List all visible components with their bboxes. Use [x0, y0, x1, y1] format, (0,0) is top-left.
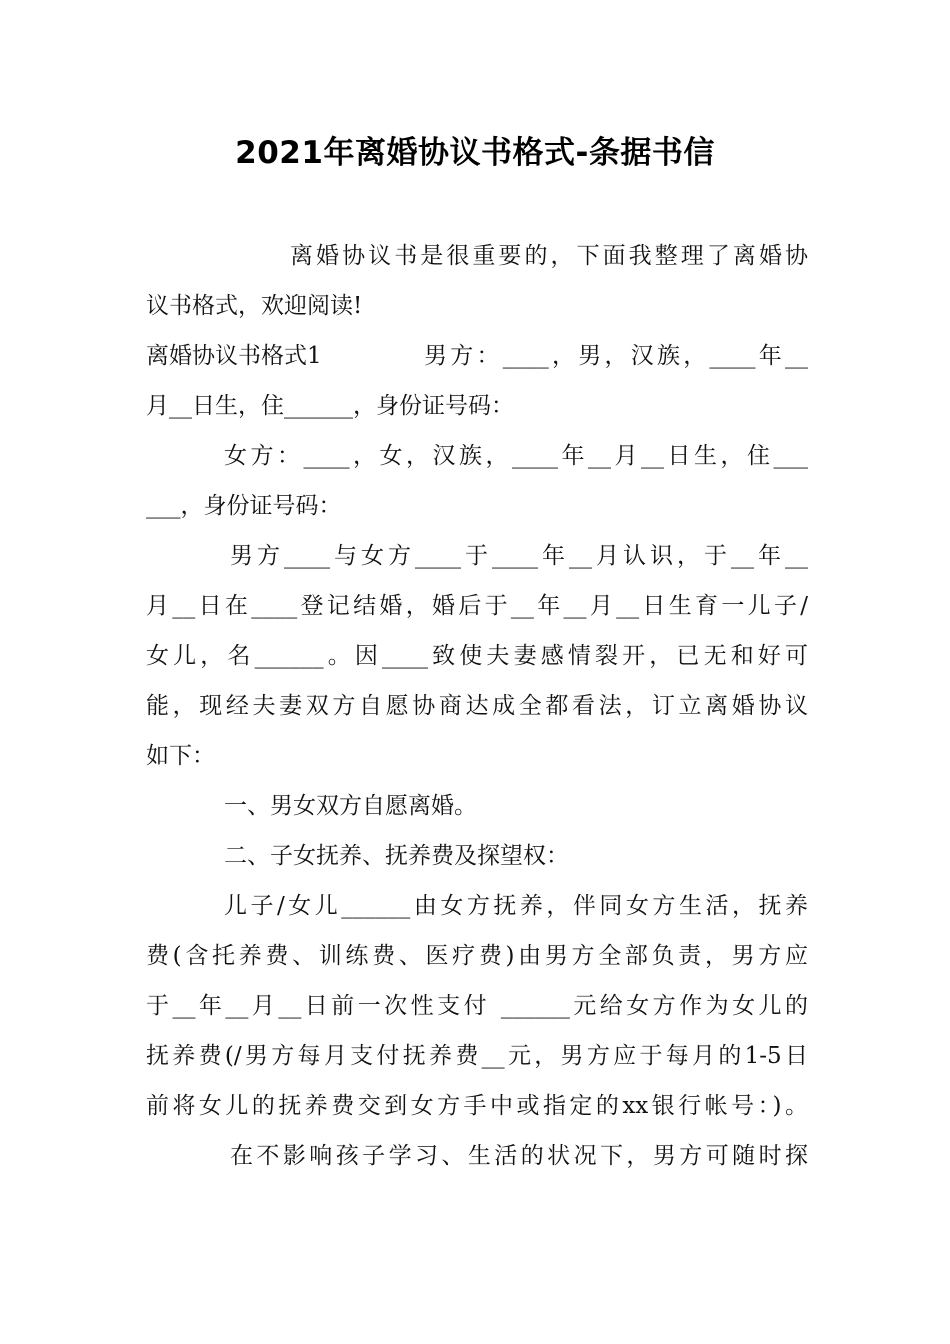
- document-title: 2021年离婚协议书格式-条据书信: [235, 135, 715, 171]
- body-line-6: ___，身份证号码：: [146, 493, 342, 519]
- intro-line-1: 离婚协议书是很重要的，下面我整理了离婚协: [290, 243, 808, 269]
- body-line-10: 能，现经夫妻双方自愿协商达成全都看法，订立离婚协议: [146, 693, 808, 719]
- body-line-14: 儿子/女儿______由女方抚养，伴同女方生活，抚养: [224, 893, 808, 919]
- body-line-4: 月__日生，住______，身份证号码：: [146, 393, 514, 419]
- body-line-15: 费(含托养费、训练费、医疗费)由男方全部负责，男方应: [146, 943, 808, 969]
- body-line-11: 如下：: [146, 743, 215, 769]
- body-line-16: 于__年__月__日前一次性支付 ______元给女方作为女儿的: [146, 993, 808, 1019]
- body-line-18: 前将女儿的抚养费交到女方手中或指定的xx银行帐号：)。: [146, 1093, 808, 1119]
- clause-1: 一、男女双方自愿离婚。: [224, 793, 477, 819]
- body-line-3: 男方：____，男，汉族，____年__: [424, 343, 808, 369]
- intro-line-2: 议书格式，欢迎阅读!: [146, 293, 363, 319]
- body-line-8: 月__日在____登记结婚，婚后于__年__月__日生育一儿子/: [146, 593, 808, 619]
- section-label: 离婚协议书格式1: [146, 343, 322, 369]
- body-line-19: 在不影响孩子学习、生活的状况下，男方可随时探: [230, 1143, 808, 1169]
- body-line-17: 抚养费(/男方每月支付抚养费__元，男方应于每月的1-5日: [146, 1043, 808, 1069]
- clause-2-heading: 二、子女抚养、抚养费及探望权：: [224, 843, 569, 869]
- body-line-7: 男方____与女方____于____年__月认识，于__年__: [230, 543, 808, 569]
- body-line-5: 女方：____，女，汉族，____年__月__日生，住___: [224, 443, 808, 469]
- body-line-9: 女儿，名______。因____致使夫妻感情裂开，已无和好可: [146, 643, 808, 669]
